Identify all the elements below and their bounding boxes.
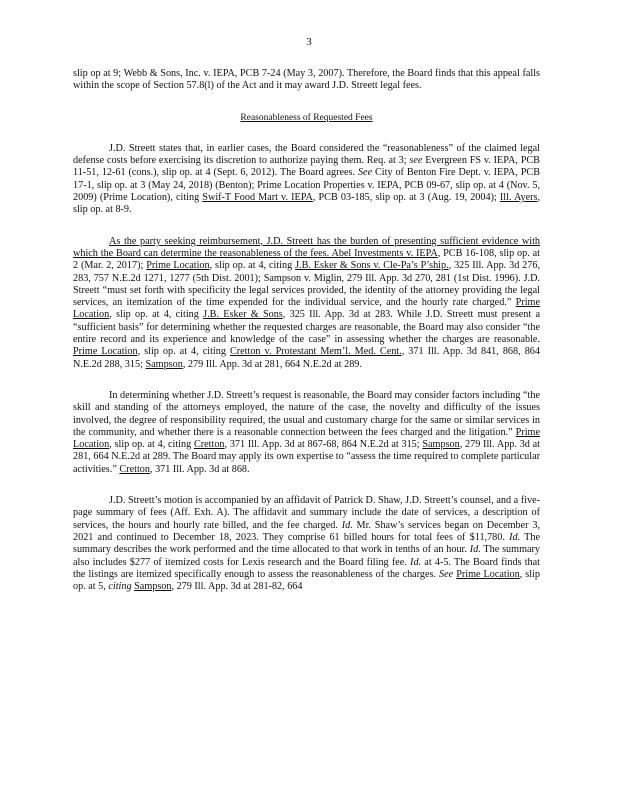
text-run: Evergreen FS v. IEPA, PCB 11-51, 12-61 (cons.), slip op. at 4 (Sept. 6, 2012). The Board agrees. — [73, 155, 540, 179]
text-run: City of Benton Fire Dept. v. IEPA, PCB 17-1, slip op. at 3 (May 24, 2018) (Benton); Prime Location Properties v. IEPA, PCB 09-67, slip op. at 4 (Nov. 5, 2009) (Prime Location), citing — [73, 167, 540, 204]
case-citation: Sampson — [422, 439, 460, 451]
text-run: The summary also includes $277 of itemized costs for Lexis research and the Board filing fee. — [73, 544, 541, 568]
signal-word: citing — [108, 581, 132, 593]
case-citation: Prime Location — [73, 297, 540, 321]
text-run: Reasonableness of Requested Fees — [240, 112, 373, 123]
text-run: , 279 Ill. App. 3d at 281-82, 664 — [171, 581, 303, 593]
text-run: , slip op. at 5, — [73, 568, 540, 593]
case-citation: Sampson — [134, 581, 172, 593]
case-citation: Prime Location — [456, 568, 520, 580]
text-run: , PCB 16-108, slip op. at 2 (Mar. 2, 2017); — [73, 247, 540, 272]
signal-word: see — [409, 155, 423, 167]
text-run: , 325 Ill. App. 3d at 283. While J.D. Streett must present a “sufficient basis” for determining whether the requested charges are reasonable, the Board may also consider “the entire record and its experience and knowledge of the case” in assessing whether the charges are reasonable. — [73, 309, 540, 346]
text-run: at 4-5. The Board finds that the listings are itemized specifically enough to assess the reasonableness of the charges. — [73, 556, 540, 580]
text-run: , slip op. at 4, citing — [109, 309, 204, 321]
case-citation: Cretton — [119, 463, 150, 475]
case-citation: J.B. Esker & Sons v. Cle-Pa’s P’ship. — [295, 260, 449, 272]
text-run: , slip op. at 4, citing — [137, 346, 230, 358]
text-run: J.D. Streett states that, in earlier cases, the Board considered the “reasonableness” of the claimed legal defense costs before exercising its discretion to authorize paying them. Req. at 3; — [73, 142, 540, 167]
body-paragraph — [73, 143, 540, 217]
case-citation: Prime Location — [73, 346, 138, 358]
text-run: , slip op. at 4, citing — [209, 260, 296, 272]
case-citation: Prime Location — [73, 426, 540, 451]
text-run: , 325 Ill. App. 3d 276, 283, 757 N.E.2d 1271, 1277 (5th Dist. 2001); Sampson v. Miglin, 279 Ill. App. 3d 270, 281 (1st Dist. 1996). J.D. Streett “must set forth with specificity the legal services provided, the identity of the attorney providing the legal services, an itemization of the time expended for the individual service, and the hourly rate charged.” — [73, 260, 540, 309]
signal-word: Id. — [469, 544, 481, 556]
body-paragraph — [73, 236, 540, 371]
text-run: , 371 Ill. App. 3d at 868. — [149, 463, 250, 475]
text-run: , 371 Ill. App. 3d 841, 868, 864 N.E.2d 288, 315; — [73, 346, 540, 370]
case-citation: Swif-T Food Mart v. IEPA — [202, 192, 313, 204]
case-citation: As the party seeking reimbursement, J.D. Streett has the burden of presenting sufficient evidence with which the Board can determine the reasonableness of the fees. Abel Investments v. IEPA — [73, 235, 540, 259]
text-run: , 279 Ill. App. 3d at 281, 664 N.E.2d at 289. — [182, 358, 362, 370]
text-run: , PCB 03-185, slip op. at 3 (Aug. 19, 2004); — [312, 192, 500, 204]
signal-word: Id. — [341, 519, 353, 531]
case-citation: Ill. Ayers — [499, 192, 538, 204]
body-paragraph — [73, 495, 540, 593]
text-run: slip op at 9; Webb & Sons, Inc. v. IEPA, PCB 7-24 (May 3, 2007). Therefore, the Board finds that this appeal falls within the scope of Section 57.8(l) of the Act and it may award J.D. Streett legal fees. — [73, 68, 540, 92]
body-paragraph — [73, 390, 540, 476]
text-run: J.D. Streett’s motion is accompanied by an affidavit of Patrick D. Shaw, J.D. Streett’s counsel, and a five-page summary of fees (Aff. Exh. A). The affidavit and summary include the date of services, a description of services, the hours and hourly rate billed, and the fee charged. — [73, 495, 540, 531]
body-paragraph — [73, 68, 540, 93]
text-run: The summary describes the work performed and the time allocated to that work in tenths of an hour. — [73, 531, 540, 556]
text-run: , slip op. at 8-9. — [73, 192, 540, 216]
signal-word: See — [439, 568, 454, 580]
section-heading — [73, 112, 540, 124]
case-citation: J.B. Esker & Sons — [203, 309, 283, 321]
text-run: Mr. Shaw’s services began on December 3, 2021 and continued to December 18, 2023. They comprise 61 billed hours for total fees of $11,780. — [73, 519, 540, 543]
case-citation: Prime Location — [146, 260, 210, 272]
text-run: , slip op. at 4, citing — [109, 439, 194, 451]
text-run: , 371 Ill. App. 3d at 867-68, 864 N.E.2d at 315; — [224, 439, 423, 451]
case-citation: Cretton — [193, 439, 225, 451]
text-run: , 279 Ill. App. 3d at 281, 664 N.E.2d at 289. The Board may apply its own expertise to “assess the time required to complete particular activities.” — [73, 439, 540, 475]
signal-word: See — [357, 167, 373, 179]
document-body — [73, 68, 540, 612]
page-number: 3 — [306, 36, 312, 48]
case-citation: Sampson — [145, 358, 183, 370]
case-citation: Cretton v. Protestant Mem’l. Med. Cent. — [229, 346, 402, 358]
signal-word: Id. — [509, 531, 521, 543]
text-run: In determining whether J.D. Streett’s request is reasonable, the Board may consider factors including “the skill and standing of the attorneys employed, the nature of the case, the novelty and difficulty of the issues involved, the degree of responsibility required, the usual and customary charge for the same or similar services in the community, and whether there is a reasonable connection between the fees charged and the litigation.” — [73, 389, 540, 438]
signal-word: Id. — [410, 556, 422, 568]
